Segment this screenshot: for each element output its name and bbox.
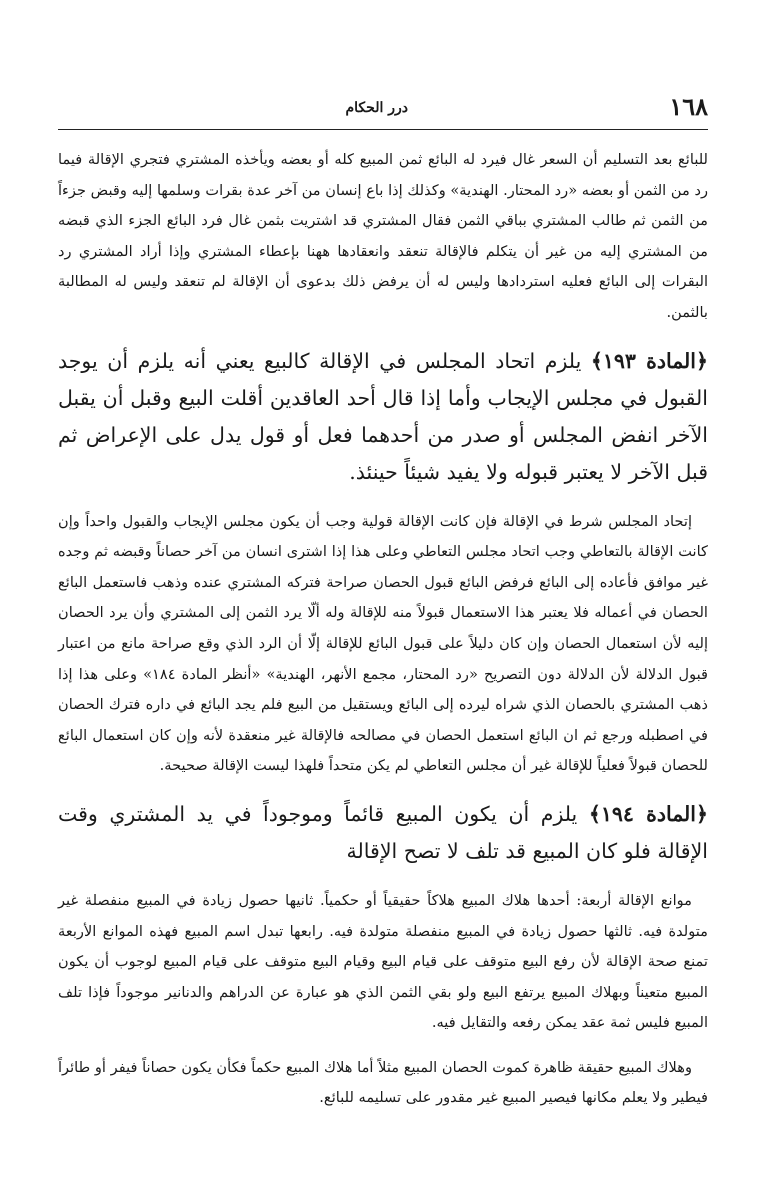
article-193 <box>58 343 708 491</box>
article-194 <box>58 796 708 870</box>
commentary-paragraph: وهلاك المبيع حقيقة ظاهرة كموت الحصان المبيع مثلاً أما هلاك المبيع حكماً فكأن يكون حصاناً فيفر أو طائراً فيطير ولا يعلم مكانها فيصير المبيع غير مقدور على تسليمه للبائع. <box>58 1058 708 1107</box>
page-header <box>58 92 708 130</box>
article-194-text: يلزم أن يكون المبيع قائماً وموجوداً في يد المشتري وقت الإقالة فلو كان المبيع قد تلف لا تصح الإقالة <box>58 801 708 863</box>
page-body <box>58 145 708 1128</box>
article-194-label: ﴿المادة ١٩٤﴾ <box>588 801 708 826</box>
page-number: ١٦٨ <box>669 92 708 121</box>
article-193-text: يلزم اتحاد المجلس في الإقالة كالبيع يعني أنه يلزم أن يوجد القبول في مجلس الإيجاب وأما إذا قال أحد العاقدين أقلت البيع وقبل أن يقبل الآخر انفض المجلس أو صدر من أحدهما فعل أو قول يدل على الإعراض ثم قبل الآخر لا يعتبر قبوله ولا يفيد شيئاً حينئذ. <box>58 348 708 484</box>
article-193-label: ﴿المادة ١٩٣﴾ <box>590 348 708 373</box>
commentary-paragraph: للبائع بعد التسليم أن السعر غال فيرد له البائع ثمن المبيع كله أو بعضه ويأخذه المشتري فتجري الإقالة فيما رد من الثمن أو بعضه «رد المحتار. الهندية» وكذلك إذا باع إنسان من آخر عدة بقرات وسلمها إليه وقبض جزءاً من الثمن ثم طالب المشتري بباقي الثمن فقال المشتري قد اشتريت بثمن غال فرد البائع الجزء الذي قبضه من المشتري إليه من غير أن يتكلم فالإقالة تنعقد وانعقادها ههنا بإعطاء المشتري وإذا أراد المشتري رد البقرات إلى البائع فعليه استردادها وليس له أن يرفض ذلك بدعوى أن الإقالة لم تنعقد وليس له المطالبة بالثمن. <box>58 151 708 321</box>
commentary-paragraph: موانع الإقالة أربعة: أحدها هلاك المبيع هلاكاً حقيقياً أو حكمياً. ثانيها حصول زيادة في المبيع منفصلة غير متولدة فيه. ثالثها حصول زيادة في المبيع منفصلة متولدة فيه. رابعها تبدل اسم المبيع فهذه الموانع الأربعة تمنع صحة الإقالة لأن رفع البيع متوقف على قيام البيع وقيام البيع متوقف على قيام المبيع لوجوب أن يكون المبيع متعيناً وبهلاك المبيع يرتفع البيع ولو بقي الثمن الذي هو عبارة عن الدراهم والدنانير موجوداً فإذا تلف المبيع فليس ثمة عقد يمكن رفعه والتقايل فيه. <box>58 891 708 1032</box>
commentary-paragraph: إتحاد المجلس شرط في الإقالة فإن كانت الإقالة قولية وجب أن يكون مجلس الإيجاب والقبول واحداً وإن كانت الإقالة بالتعاطي وجب اتحاد مجلس التعاطي وعلى هذا إذا اشترى انسان من آخر حصاناً وقبضه ثم وجده غير موافق فأعاده إلى البائع فرفض البائع قبول الحصان صراحة فتركه المشتري عنده وذهب فاستعمل البائع الحصان في أعماله فلا يعتبر هذا الاستعمال قبولاً منه للإقالة وله ألّا يرد الثمن إلى المشتري وأن يرد الحصان إليه لأن استعمال الحصان وإن كان دليلاً على قبول البائع للإقالة إلّا أن الرد الذي وقع صراحة مانع من اعتبار قبول الدلالة لأن الدلالة دون التصريح «رد المحتار، مجمع الأنهر، الهندية» «أنظر المادة ١٨٤» وعلى هذا إذا ذهب المشتري بالحصان الذي شراه ليرده إلى البائع ويستقيل من البيع فلم يجد البائع في داره فترك الحصان في اصطبله ورجع ثم ان البائع استعمل الحصان في مصالحه فالإقالة غير منعقدة لأنه وإن كان استعمال البائع للحصان قبولاً فعلياً للإقالة غير أن مجلس التعاطي لم يكن متحداً فلهذا ليست الإقالة صحيحة. <box>58 512 708 775</box>
header-rule <box>58 129 708 130</box>
running-title: درر الحكام <box>345 100 408 116</box>
